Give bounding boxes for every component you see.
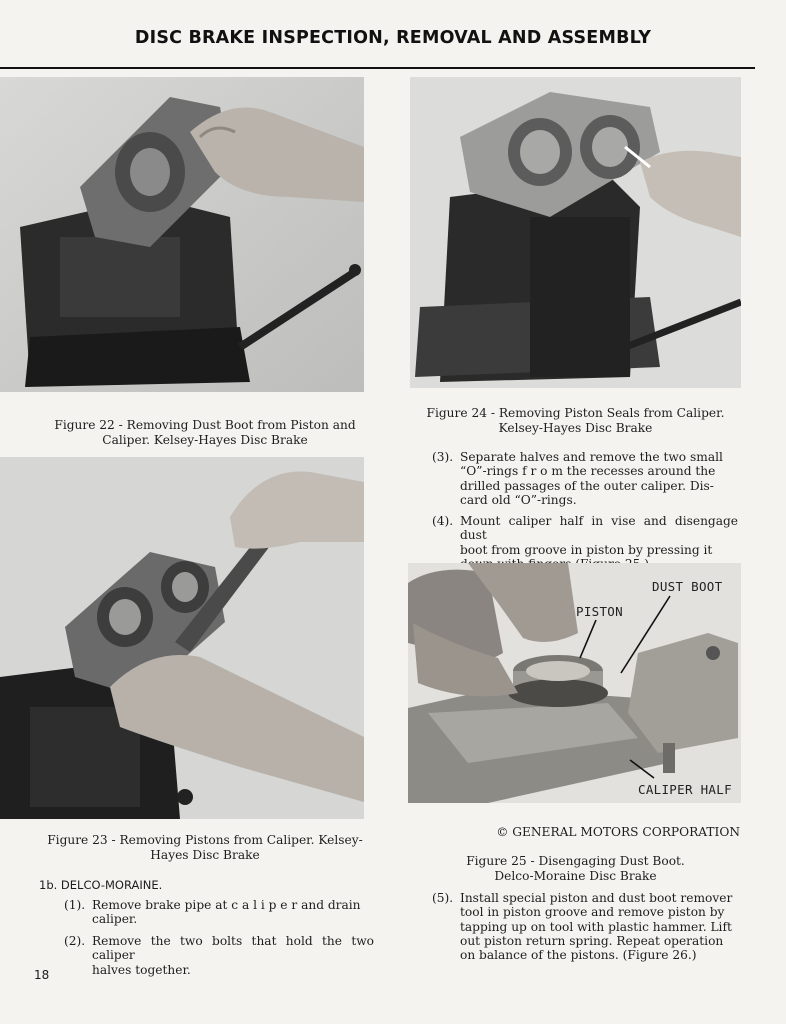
step-line: tapping up on tool with plastic hammer. Lift bbox=[460, 919, 732, 934]
figure-24-photo bbox=[410, 77, 741, 388]
step-line: Remove the two bolts that hold the two caliper bbox=[92, 934, 374, 963]
caliper-half-label: CALIPER HALF bbox=[638, 782, 732, 797]
step-number: (5). bbox=[432, 891, 454, 905]
copyright-notice: © GENERAL MOTORS CORPORATION bbox=[496, 825, 740, 839]
step-number: (3). bbox=[432, 450, 454, 464]
dust-boot-label: DUST BOOT bbox=[652, 579, 723, 594]
figure-22-photo bbox=[0, 77, 364, 392]
page-title: DISC BRAKE INSPECTION, REMOVAL AND ASSEMBLY bbox=[134, 28, 652, 48]
figure-22-caption bbox=[0, 418, 410, 448]
step-line: tool in piston groove and remove piston by bbox=[460, 905, 725, 920]
caption-line: Figure 23 - Removing Pistons from Caliper. Kelsey- bbox=[47, 833, 363, 847]
caption-line: Delco-Moraine Disc Brake bbox=[494, 869, 657, 883]
page-number: 18 bbox=[34, 968, 50, 982]
step-5 bbox=[432, 891, 738, 966]
caption-line: Figure 25 - Disengaging Dust Boot. bbox=[466, 854, 685, 868]
figure-25-photo bbox=[408, 563, 741, 803]
caption-line: Kelsey-Hayes Disc Brake bbox=[498, 421, 653, 435]
step-number: (4). bbox=[432, 514, 454, 528]
step-1 bbox=[64, 898, 374, 930]
step-3 bbox=[432, 450, 738, 510]
figure-23-caption bbox=[0, 833, 410, 863]
step-line: Mount caliper half in vise and disengage dust bbox=[460, 514, 738, 543]
piston-label: PISTON bbox=[576, 604, 623, 619]
caption-line: Figure 22 - Removing Dust Boot from Piston and bbox=[54, 418, 356, 432]
figure-23-photo bbox=[0, 457, 364, 819]
step-line: Remove brake pipe at c a l i p e r and drain bbox=[92, 898, 361, 912]
step-line: Install special piston and dust boot remover bbox=[460, 891, 733, 905]
section-heading: 1b. DELCO-MORAINE. bbox=[39, 878, 163, 892]
step-line: halves together. bbox=[92, 962, 191, 977]
step-2 bbox=[64, 934, 374, 977]
step-line: card old “O”-rings. bbox=[460, 492, 577, 507]
step-line: caliper. bbox=[92, 912, 138, 927]
step-number: (2). bbox=[64, 934, 86, 948]
caption-line: Caliper. Kelsey-Hayes Disc Brake bbox=[102, 433, 308, 447]
step-line: “O”-rings f r o m the recesses around the bbox=[460, 464, 716, 479]
step-line: boot from groove in piston by pressing it bbox=[460, 542, 713, 557]
step-line: drilled passages of the outer caliper. Dis- bbox=[460, 478, 714, 493]
step-line: on balance of the pistons. (Figure 26.) bbox=[460, 948, 697, 963]
header-rule bbox=[0, 67, 755, 69]
caption-line: Figure 24 - Removing Piston Seals from Caliper. bbox=[426, 406, 725, 420]
caption-line: Hayes Disc Brake bbox=[150, 848, 260, 862]
figure-25-caption bbox=[410, 854, 741, 884]
step-line: Separate halves and remove the two small bbox=[460, 450, 723, 464]
step-line: out piston return spring. Repeat operation bbox=[460, 933, 724, 948]
step-4 bbox=[432, 514, 738, 560]
step-number: (1). bbox=[64, 898, 86, 912]
figure-24-caption bbox=[410, 406, 741, 436]
